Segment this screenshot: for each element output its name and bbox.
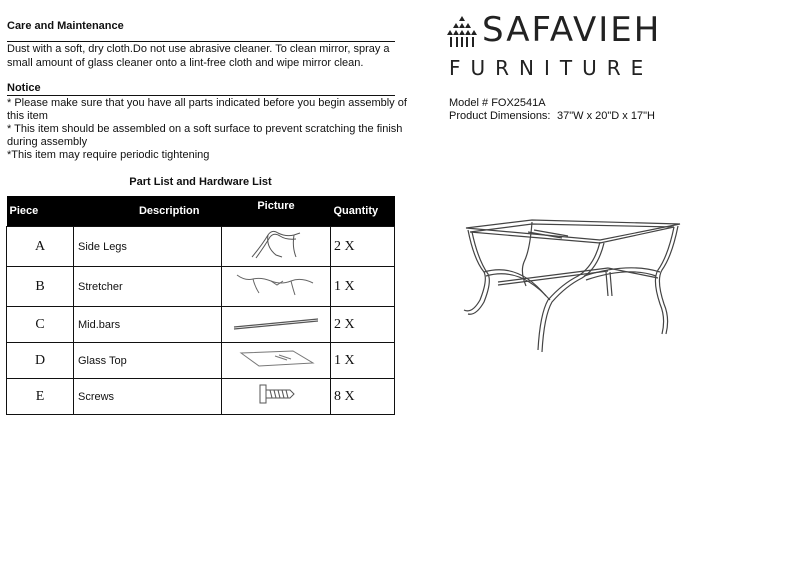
screw-icon [222, 379, 331, 415]
row-quantity: 2 X [331, 307, 395, 343]
notice-line-5: *This item may require periodic tightening [7, 149, 210, 161]
row-piece: C [7, 307, 74, 343]
notice-heading: Notice [7, 82, 41, 94]
parts-table [6, 196, 395, 415]
notice-line-4: during assembly [7, 136, 88, 148]
table-row [7, 307, 395, 343]
row-piece: A [7, 227, 74, 267]
table-row [7, 267, 395, 307]
row-description: Side Legs [74, 227, 222, 267]
parts-header-row [7, 196, 395, 227]
notice-line-3: * This item should be assembled on a soft surface to prevent scratching the finish [7, 123, 403, 135]
row-description: Screws [74, 379, 222, 415]
row-quantity: 1 X [331, 267, 395, 307]
row-piece: D [7, 343, 74, 379]
header-piece: Piece [7, 196, 74, 227]
care-line-1: Dust with a soft, dry cloth.Do not use abrasive cleaner. To clean mirror, spray a [7, 43, 390, 55]
row-quantity: 1 X [331, 343, 395, 379]
row-piece: E [7, 379, 74, 415]
row-quantity: 8 X [331, 379, 395, 415]
model-number: Model # FOX2541A [449, 97, 546, 109]
table-row [7, 343, 395, 379]
table-row [7, 227, 395, 267]
row-quantity: 2 X [331, 227, 395, 267]
row-description: Stretcher [74, 267, 222, 307]
header-quantity: Quantity [331, 196, 395, 227]
row-description: Glass Top [74, 343, 222, 379]
care-line-2: small amount of glass cleaner onto a lint-free cloth and wipe mirror clean. [7, 57, 364, 69]
dimensions-value: 37"W x 20"D x 17"H [557, 110, 655, 122]
parts-title: Part List and Hardware List [129, 176, 272, 188]
coffee-table-illustration-icon [458, 210, 688, 365]
care-heading: Care and Maintenance [7, 20, 124, 32]
brand-sub: FURNITURE [449, 56, 654, 80]
glass-top-icon [222, 343, 331, 379]
brand-name: SAFAVIEH [482, 10, 662, 50]
brand-logo-mark-icon [447, 16, 477, 53]
dimensions-label: Product Dimensions: [449, 110, 551, 122]
row-description: Mid.bars [74, 307, 222, 343]
side-legs-icon [222, 227, 331, 267]
table-row [7, 379, 395, 415]
header-picture: Picture [222, 196, 331, 227]
header-description: Description [74, 196, 222, 227]
mid-bar-icon [222, 307, 331, 343]
notice-line-2: this item [7, 110, 48, 122]
stretcher-icon [222, 267, 331, 307]
row-piece: B [7, 267, 74, 307]
notice-line-1: * Please make sure that you have all parts indicated before you begin assembly of [7, 97, 407, 109]
